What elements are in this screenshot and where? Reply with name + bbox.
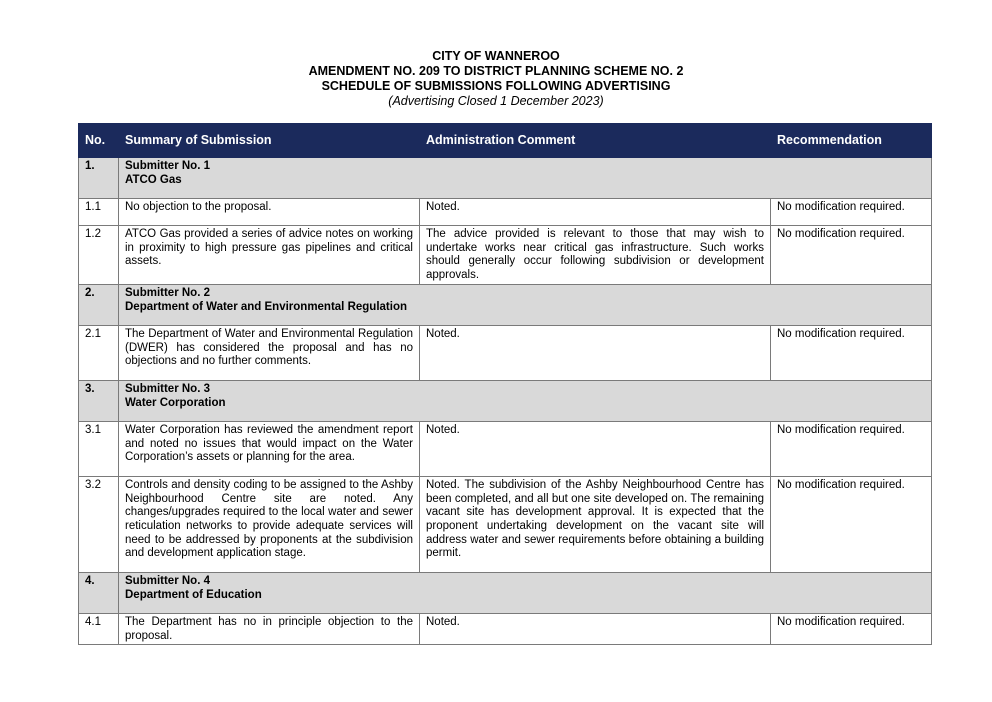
row-comment: The advice provided is relevant to those that may wish to undertake works near critical gas infrastructure. Such works should generally occur following subdivision or development approvals. <box>420 226 771 285</box>
header-line-3: SCHEDULE OF SUBMISSIONS FOLLOWING ADVERTISING <box>321 79 671 93</box>
header-line-1: CITY OF WANNEROO <box>432 49 560 63</box>
group-no: 4. <box>79 572 119 613</box>
header-comment: Administration Comment <box>420 124 771 158</box>
group-title <box>119 158 932 199</box>
group-no: 2. <box>79 284 119 325</box>
row-recommendation: No modification required. <box>771 199 932 226</box>
submitter-number: Submitter No. 2 <box>125 286 210 299</box>
group-row <box>79 380 932 421</box>
row-no: 3.1 <box>79 421 119 476</box>
submitter-name: Department of Education <box>125 588 262 601</box>
row-no: 1.1 <box>79 199 119 226</box>
table-row <box>79 325 932 380</box>
row-recommendation: No modification required. <box>771 226 932 285</box>
group-title <box>119 572 932 613</box>
row-summary: Water Corporation has reviewed the amendment report and noted no issues that would impact on the Water Corporation’s assets or planning for the area. <box>119 421 420 476</box>
submitter-name: Department of Water and Environmental Regulation <box>125 300 407 313</box>
group-title <box>119 380 932 421</box>
submissions-table <box>78 123 932 645</box>
header-line-2: AMENDMENT NO. 209 TO DISTRICT PLANNING SCHEME NO. 2 <box>308 64 684 78</box>
table-header-row <box>79 124 932 158</box>
row-recommendation: No modification required. <box>771 325 932 380</box>
document-header <box>0 49 992 109</box>
header-no: No. <box>79 124 119 158</box>
row-recommendation: No modification required. <box>771 421 932 476</box>
group-no: 3. <box>79 380 119 421</box>
row-comment: Noted. <box>420 613 771 644</box>
row-no: 3.2 <box>79 476 119 572</box>
table-row <box>79 199 932 226</box>
group-no: 1. <box>79 158 119 199</box>
row-summary: Controls and density coding to be assigned to the Ashby Neighbourhood Centre site are noted. Any changes/upgrades required to the local water and sewer reticulation networks to provide adequate services will need to be addressed by proponents at the subdivision and development application stage. <box>119 476 420 572</box>
row-comment: Noted. The subdivision of the Ashby Neighbourhood Centre has been completed, and all but one site developed on. The remaining vacant site has development approval. It is expected that the proponent undertaking development on the vacant site will address water and sewer requirements before obtaining a building permit. <box>420 476 771 572</box>
group-row <box>79 158 932 199</box>
submitter-name: Water Corporation <box>125 396 226 409</box>
row-no: 4.1 <box>79 613 119 644</box>
row-recommendation: No modification required. <box>771 613 932 644</box>
row-recommendation: No modification required. <box>771 476 932 572</box>
row-comment: Noted. <box>420 199 771 226</box>
row-summary: The Department has no in principle objection to the proposal. <box>119 613 420 644</box>
header-line-4: (Advertising Closed 1 December 2023) <box>388 94 604 108</box>
submitter-name: ATCO Gas <box>125 173 182 186</box>
row-summary: No objection to the proposal. <box>119 199 420 226</box>
header-recommendation: Recommendation <box>771 124 932 158</box>
submitter-number: Submitter No. 1 <box>125 160 210 172</box>
group-row <box>79 284 932 325</box>
table-row <box>79 613 932 644</box>
row-comment: Noted. <box>420 421 771 476</box>
row-summary: ATCO Gas provided a series of advice notes on working in proximity to high pressure gas pipelines and critical assets. <box>119 226 420 285</box>
table-row <box>79 226 932 285</box>
row-no: 1.2 <box>79 226 119 285</box>
header-summary: Summary of Submission <box>119 124 420 158</box>
table-row <box>79 421 932 476</box>
row-comment: Noted. <box>420 325 771 380</box>
row-no: 2.1 <box>79 325 119 380</box>
group-title <box>119 284 932 325</box>
table-row <box>79 476 932 572</box>
submitter-number: Submitter No. 3 <box>125 382 210 395</box>
row-summary: The Department of Water and Environmental Regulation (DWER) has considered the proposal and has no objections and no further comments. <box>119 325 420 380</box>
group-row <box>79 572 932 613</box>
submitter-number: Submitter No. 4 <box>125 574 210 587</box>
